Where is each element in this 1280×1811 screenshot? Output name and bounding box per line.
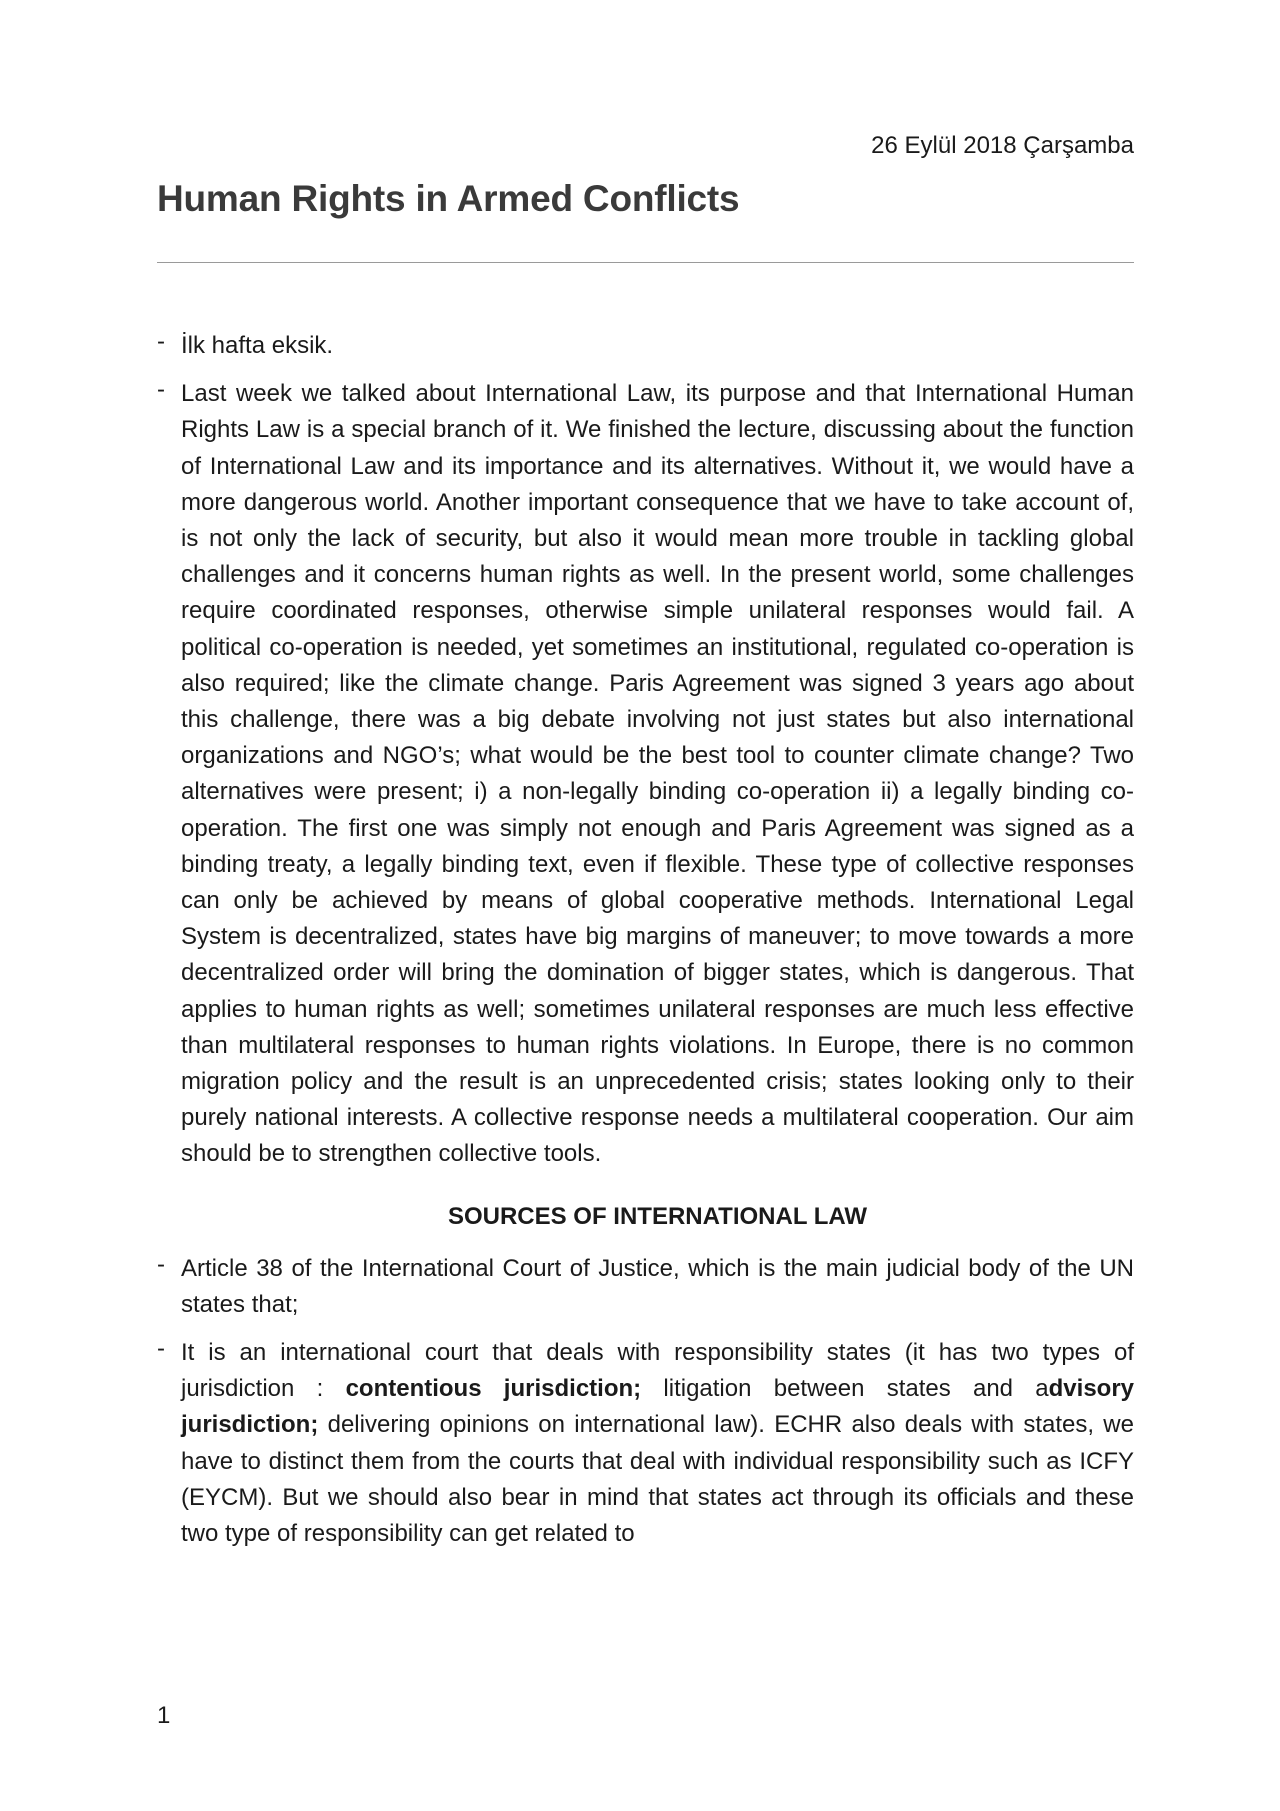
page-number: 1 <box>157 1702 171 1729</box>
bullet-text-part: delivering opinions on international law). ECHR also deals with states, we have to distinct them from the courts that deal with individual responsibility such as ICFY (EYCM). But we should also bear in mind that states act through its officials and these two type of responsibility can get related to <box>181 1411 1134 1548</box>
bullet-dash: - <box>157 1250 165 1278</box>
bullet-text: Last week we talked about International Law, its purpose and that International Human Rights Law is a special branch of it. We finished the lecture, discussing about the function of International Law and its importance and its alternatives. Without it, we would have a more dangerous world. Another important consequence that we have to take account of, is not only the lack of security, but also it would mean more trouble in tackling global challenges and it concerns human rights as well. In the present world, some challenges require coordinated responses, otherwise simple unilateral responses would fail. A political co-operation is needed, yet sometimes an institutional, regulated co-operation is also required; like the climate change. Paris Agreement was signed 3 years ago about this challenge, there was a big debate involving not just states but also international organizations and NGO’s; what would be the best tool to counter climate change? Two alternatives were present; i) a non-legally binding co-operation ii) a legally binding co-operation. The first one was simply not enough and Paris Agreement was signed as a binding treaty, a legally binding text, even if flexible. These type of collective responses can only be achieved by means of global cooperative methods. International Legal System is decentralized, states have big margins of maneuver; to move towards a more decentralized order will bring the domination of bigger states, which is dangerous. That applies to human rights as well; sometimes unilateral responses are much less effective than multilateral responses to human rights violations. In Europe, there is no common migration policy and the result is an unprecedented crisis; states looking only to their purely national interests. A collective response needs a multilateral cooperation. Our aim should be to strengthen collective tools. <box>181 380 1134 1168</box>
document-title: Human Rights in Armed Conflicts <box>157 178 740 219</box>
document-body <box>157 328 1134 1564</box>
bullet-item <box>157 1335 1134 1552</box>
section-heading: SOURCES OF INTERNATIONAL LAW <box>447 1202 868 1230</box>
bullet-dash: - <box>157 328 165 355</box>
bullet-dash: - <box>157 376 165 404</box>
bullet-text-part: litigation between states and a <box>641 1375 1049 1403</box>
bullet-dash: - <box>157 1335 165 1363</box>
bullet-text-part: It is an international court that deals with responsibility states (it has two types of jurisdiction : <box>181 1339 1134 1403</box>
bullet-text: İlk hafta eksik. <box>181 332 334 359</box>
bullet-item <box>157 376 1134 1172</box>
bullet-item <box>157 328 1134 364</box>
bold-term-contentious: contentious jurisdiction; <box>345 1375 642 1403</box>
bold-term-advisory: dvisory jurisdiction; <box>181 1375 1135 1439</box>
bullet-item <box>157 1251 1134 1323</box>
bullet-text: Article 38 of the International Court of Justice, which is the main judicial body of the UN states that; <box>181 1254 1134 1318</box>
title-divider <box>157 262 1134 263</box>
document-date: 26 Eylül 2018 Çarşamba <box>871 132 1134 159</box>
